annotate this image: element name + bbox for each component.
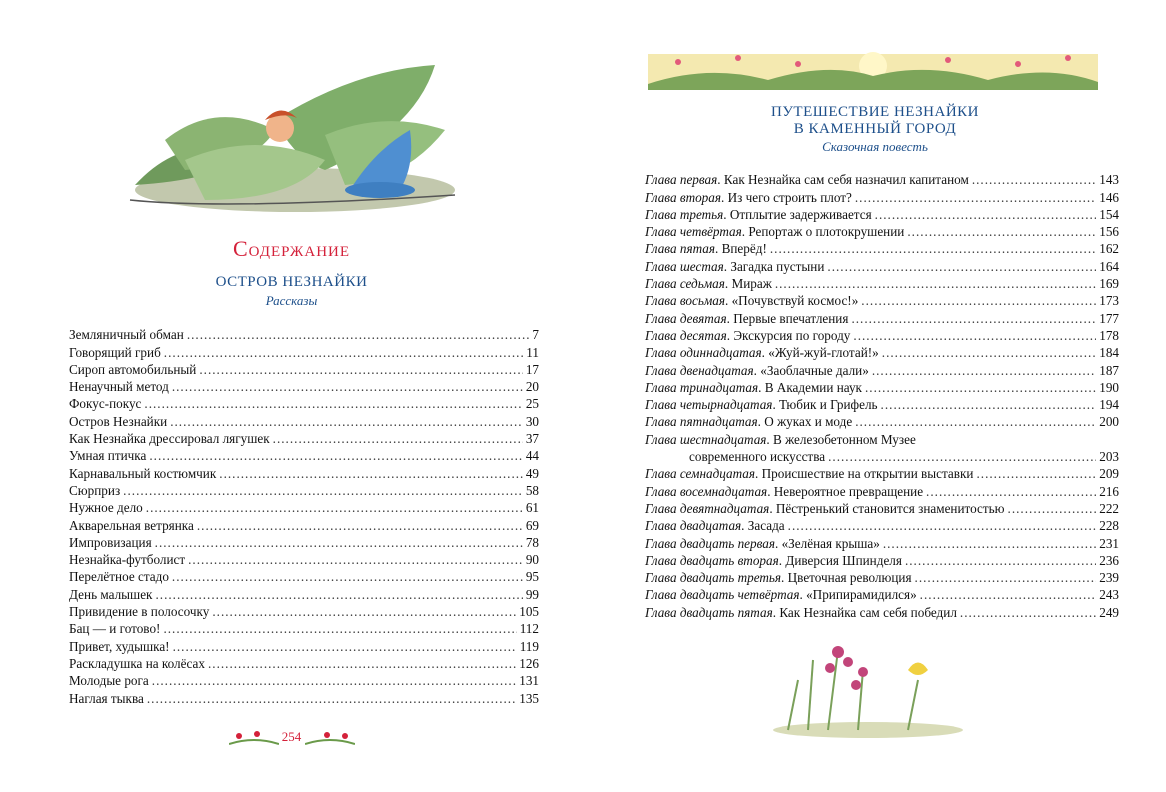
toc-entry [69,447,539,464]
chapter-ordinal: двадцать третья [679,570,782,586]
toc-entry-title: Импровизация [69,534,152,550]
toc-entry-page: 58 [525,482,539,498]
toc-entry-title: «Жуй-жуй-глотай!» [768,345,879,361]
toc-entry [69,430,539,447]
toc-entry-page: 164 [1099,258,1119,274]
toc-entry-page: 222 [1099,500,1119,516]
toc-entry-title: Первые впечатления [733,310,849,326]
dot-leader [188,551,523,568]
toc-entry [645,171,1119,188]
toc-entry-title: Пёстренький становится знаменитостью [775,500,1005,516]
toc-entry [69,326,539,343]
toc-entry-page: 78 [525,534,539,550]
toc-entry-title: Вперёд! [721,241,767,257]
chapter-word: Глава [645,327,677,343]
toc-entry-page: 61 [525,500,539,516]
toc-entry-title-wrap: Глава двадцать первая. «Зелёная крыша» [645,535,880,551]
dot-leader [208,655,516,672]
toc-entry [645,206,1119,223]
toc-entry [69,551,539,568]
leaves-illustration [125,60,475,220]
toc-entry-title-wrap: Глава десятая. Экскурсия по городу [645,327,851,343]
toc-entry-title: Раскладушка на колёсах [69,655,205,671]
toc-entry [645,396,1119,413]
dot-leader [905,552,1096,569]
dot-leader [273,430,523,447]
section-subtitle: Рассказы [265,293,318,308]
chapter-ordinal: пятнадцатая [679,414,758,430]
chapter-word: Глава [645,552,677,568]
toc-entry-page: 112 [519,621,539,637]
chapter-word: Глава [645,224,677,240]
dot-leader [144,395,522,412]
toc-entry-title: Тюбик и Грифель [779,397,878,413]
chapter-ordinal: пятая [679,241,715,257]
toc-entry-title: Умная птичка [69,448,147,464]
toc-entry-title-wrap: Глава седьмая. Мираж [645,276,772,292]
toc-entry-title-wrap: Глава девятнадцатая. Пёстренький становится знаменитостью [645,500,1005,516]
toc-entry-title-wrap: Глава четырнадцатая. Тюбик и Грифель [645,397,878,413]
dot-leader [172,568,523,585]
toc-entry-title: Молодые рога [69,673,149,689]
flowers-butterfly-illustration [768,640,968,740]
toc-entry-page: 209 [1099,466,1119,482]
dot-leader [915,569,1097,586]
toc-entry [69,343,539,360]
toc-entry [645,240,1119,257]
chapter-word: Глава [645,483,677,499]
chapter-word: Глава [645,587,677,603]
dot-leader [851,310,1096,327]
chapter-ordinal: двадцать пятая [679,604,773,620]
toc-entry [69,378,539,395]
toc-entry-page: 173 [1099,293,1119,309]
toc-entry-title-continuation: современного искусства [689,449,826,465]
chapter-word: Глава [645,466,677,482]
dot-leader [155,586,522,603]
toc-entry-page: 162 [1099,241,1119,257]
toc-entry-page: 239 [1099,570,1119,586]
dot-leader [146,499,523,516]
chapter-ordinal: седьмая [679,276,725,292]
dot-leader [882,344,1096,361]
chapter-word: Глава [645,535,677,551]
toc-entry-page: 243 [1099,587,1119,603]
toc-entry-title-wrap: Глава двадцать четвёртая. «Припирамидился» [645,587,917,603]
toc-entry [645,569,1119,586]
toc-entry [645,482,1119,499]
toc-entry [645,275,1119,292]
dot-leader [972,171,1096,188]
flower-icon [305,730,355,746]
toc-entry-title-wrap: Глава шестая. Загадка пустыни [645,258,825,274]
toc-entry [645,309,1119,326]
toc-entry-page: 135 [519,690,539,706]
toc-entry-page: 119 [519,638,539,654]
toc-entry-title: «Припирамидился» [806,587,917,603]
toc-entry-page: 194 [1099,397,1119,413]
toc-entry-title: Наглая тыква [69,690,144,706]
toc-entry-title-wrap: Глава первая. Как Незнайка сам себя назначил капитаном [645,172,969,188]
toc-entry-title-wrap: Глава пятая. Вперёд! [645,241,767,257]
dot-leader [155,534,523,551]
toc-entry-title-wrap: Глава двадцать пятая. Как Незнайка сам себя победил [645,604,957,620]
dot-leader [170,413,523,430]
toc-entry [69,637,539,654]
chapter-ordinal: семнадцатая [679,466,756,482]
toc-entry-title: В Академии наук [764,379,862,395]
dot-leader [881,396,1097,413]
dot-leader [865,379,1096,396]
dot-leader [926,483,1096,500]
dot-leader [828,448,1096,465]
toc-entry-page: 203 [1099,449,1119,465]
toc-entry [69,585,539,602]
toc-entry-title: Как Незнайка сам себя победил [779,604,957,620]
chapter-ordinal: двадцать первая [679,535,775,551]
flower-icon [229,730,279,746]
toc-entry [645,223,1119,240]
dot-leader [770,240,1096,257]
dot-leader [853,327,1096,344]
toc-entry-page: 105 [519,604,539,620]
toc-entry-page: 236 [1099,552,1119,568]
toc-entry [69,534,539,551]
toc-entry-title-wrap: Глава двенадцатая. «Заоблачные дали» [645,362,869,378]
chapter-word: Глава [645,189,677,205]
dot-leader [152,672,516,689]
dot-leader [172,378,523,395]
dot-leader [827,258,1096,275]
chapter-ordinal: двадцатая [679,518,742,534]
toc-entry-page: 249 [1099,604,1119,620]
toc-entry-page: 190 [1099,379,1119,395]
toc-entry-title: «Зелёная крыша» [781,535,880,551]
chapter-word: Глава [645,172,677,188]
dot-leader [960,604,1096,621]
toc-entry-title: Незнайка-футболист [69,552,186,568]
toc-entry [645,430,1119,447]
toc-entry-page: 20 [525,379,539,395]
toc-entry [645,188,1119,205]
toc-entry-title-wrap: Глава девятая. Первые впечатления [645,310,849,326]
chapter-word: Глава [645,397,677,413]
toc-entry [645,327,1119,344]
toc-entry-title-wrap: Глава тринадцатая. В Академии наук [645,379,862,395]
toc-entry [645,552,1119,569]
toc-entry [69,464,539,481]
dot-leader [920,586,1097,603]
chapter-word: Глава [645,414,677,430]
section-subtitle: Сказочная повесть [822,139,928,154]
dot-leader [775,275,1096,292]
toc-entry-page: 154 [1099,206,1119,222]
dot-leader [149,447,522,464]
chapter-word: Глава [645,604,677,620]
toc-entry-page: 187 [1099,362,1119,378]
toc-entry-title: Засада [747,518,785,534]
toc-entry-title-wrap: Глава одиннадцатая. «Жуй-жуй-глотай!» [645,345,879,361]
toc-entry-title-wrap: Глава шестнадцатая. В железобетонном Музее [645,431,916,447]
toc-entry-title: Остров Незнайки [69,413,168,429]
dot-leader [212,603,516,620]
toc-entry [69,361,539,378]
toc-entry [645,379,1119,396]
toc-entry-title-wrap: Глава семнадцатая. Происшествие на открытии выставки [645,466,974,482]
toc-entry-title: День малышек [69,586,153,602]
toc-entry [645,534,1119,551]
chapter-ordinal: шестая [679,258,724,274]
toc-list-right [645,171,1119,621]
toc-entry-title: Как Незнайка дрессировал лягушек [69,431,270,447]
toc-entry [645,344,1119,361]
toc-entry-title: Диверсия Шпинделя [785,552,902,568]
toc-entry [69,689,539,706]
toc-entry [69,672,539,689]
toc-entry-title-wrap: Глава пятнадцатая. О жуках и моде [645,414,853,430]
toc-entry [645,500,1119,517]
chapter-ordinal: шестнадцатая [679,431,767,447]
toc-entry-page: 184 [1099,345,1119,361]
toc-entry-page: 177 [1099,310,1119,326]
chapter-ordinal: восьмая [679,293,725,309]
toc-entry-page: 178 [1099,327,1119,343]
dot-leader [164,344,524,361]
toc-entry-title-wrap: Глава двадцать третья. Цветочная революция [645,570,912,586]
chapter-ordinal: девятая [679,310,727,326]
toc-entry-page: 131 [519,673,539,689]
toc-entry-title: Загадка пустыни [730,258,825,274]
toc-entry [645,257,1119,274]
toc-entry-title: Экскурсия по городу [733,327,851,343]
toc-entry-title: Цветочная революция [787,570,912,586]
toc-entry-title-wrap: Глава четвёртая. Репортаж о плотокрушении [645,224,905,240]
dot-leader [163,620,516,637]
toc-entry [69,603,539,620]
toc-entry-page: 228 [1099,518,1119,534]
toc-entry-page: 90 [525,552,539,568]
toc-entry-page: 11 [526,344,539,360]
toc-entry-title: Сироп автомобильный [69,361,197,377]
toc-entry [69,620,539,637]
section-title-line1: ПУТЕШЕСТВИЕ НЕЗНАЙКИ [770,104,980,120]
toc-entry-title: Происшествие на открытии выставки [761,466,974,482]
toc-entry [69,655,539,672]
dot-leader [976,465,1096,482]
toc-entry-title: Фокус-покус [69,396,142,412]
dot-leader [861,292,1096,309]
section-title-line2: В КАМЕННЫЙ ГОРОД [793,121,957,137]
chapter-word: Глава [645,241,677,257]
dot-leader [855,413,1096,430]
dot-leader [907,223,1096,240]
toc-entry [645,413,1119,430]
toc-entry-page: 200 [1099,414,1119,430]
toc-entry-title-wrap: Глава двадцать вторая. Диверсия Шпинделя [645,552,902,568]
chapter-ordinal: четвёртая [679,224,742,240]
toc-entry [645,603,1119,620]
toc-entry-page: 37 [525,431,539,447]
toc-entry-page: 156 [1099,224,1119,240]
toc-entry-title: Говорящий гриб [69,344,161,360]
dot-leader [219,465,523,482]
toc-entry-page: 30 [525,413,539,429]
toc-entry-title: «Заоблачные дали» [760,362,869,378]
toc-entry-title: Привидение в полосочку [69,604,210,620]
toc-entry-title: Земляничный обман [69,327,184,343]
chapter-ordinal: десятая [679,327,727,343]
toc-entry [69,499,539,516]
toc-entry-page: 44 [525,448,539,464]
toc-entry-page: 25 [525,396,539,412]
toc-entry-title: Как Незнайка сам себя назначил капитаном [723,172,969,188]
contents-title: Содержание [232,236,351,261]
toc-entry-page: 126 [519,655,539,671]
dot-leader [123,482,523,499]
page-number-text: 254 [281,729,302,744]
toc-entry-title: Привет, худышка! [69,638,170,654]
toc-entry-page: 17 [525,361,539,377]
toc-entry [69,568,539,585]
right-page [583,0,1166,792]
meadow-banner-illustration [648,44,1098,90]
chapter-word: Глава [645,310,677,326]
toc-entry-title: В железобетонном Музее [773,431,916,447]
chapter-word: Глава [645,206,677,222]
toc-entry [69,516,539,533]
chapter-word: Глава [645,379,677,395]
dot-leader [173,638,517,655]
toc-entry-title: «Почувствуй космос!» [731,293,859,309]
chapter-word: Глава [645,362,677,378]
dot-leader [147,690,516,707]
toc-entry [645,465,1119,482]
toc-entry-title: Нужное дело [69,500,143,516]
chapter-word: Глава [645,570,677,586]
dot-leader [872,362,1096,379]
toc-entry-title: Перелётное стадо [69,569,169,585]
chapter-word: Глава [645,431,677,447]
toc-list-left [69,326,539,707]
chapter-ordinal: третья [679,206,724,222]
toc-entry-title: Бац — и готово! [69,621,161,637]
toc-entry-title: Ненаучный метод [69,379,169,395]
chapter-word: Глава [645,518,677,534]
toc-entry-page: 143 [1099,172,1119,188]
toc-entry-page: 69 [525,517,539,533]
toc-entry-page: 231 [1099,535,1119,551]
page-number [0,729,583,746]
toc-entry-page: 146 [1099,189,1119,205]
toc-entry-title-wrap: Глава восьмая. «Почувствуй космос!» [645,293,859,309]
toc-entry [645,586,1119,603]
toc-entry [645,292,1119,309]
toc-entry-title-wrap: Глава двадцатая. Засада [645,518,785,534]
chapter-word: Глава [645,293,677,309]
chapter-word: Глава [645,345,677,361]
toc-entry-title: Из чего строить плот? [727,189,852,205]
toc-entry [645,517,1119,534]
toc-entry-title: Репортаж о плотокрушении [748,224,905,240]
chapter-ordinal: девятнадцатая [679,500,770,516]
dot-leader [883,535,1096,552]
dot-leader [197,517,523,534]
chapter-ordinal: двадцать четвёртая [679,587,800,603]
dot-leader [855,189,1096,206]
toc-entry-page: 95 [525,569,539,585]
chapter-word: Глава [645,500,677,516]
toc-entry-continuation [645,448,1119,465]
toc-entry-page: 169 [1099,276,1119,292]
chapter-ordinal: восемнадцатая [679,483,768,499]
toc-entry [69,482,539,499]
chapter-word: Глава [645,276,677,292]
chapter-ordinal: тринадцатая [679,379,759,395]
dot-leader [1008,500,1097,517]
dot-leader [187,326,530,343]
chapter-ordinal: первая [679,172,718,188]
dot-leader [199,361,522,378]
dot-leader [875,206,1097,223]
chapter-ordinal: одиннадцатая [679,345,762,361]
toc-entry-title: О жуках и моде [764,414,853,430]
toc-entry-title: Акварельная ветрянка [69,517,194,533]
toc-entry-title: Карнавальный костюмчик [69,465,217,481]
chapter-ordinal: четырнадцатая [679,397,773,413]
toc-entry-title-wrap: Глава восемнадцатая. Невероятное превращение [645,483,924,499]
toc-entry [69,412,539,429]
chapter-ordinal: двенадцатая [679,362,754,378]
toc-entry-page: 49 [525,465,539,481]
toc-entry-title: Невероятное превращение [773,483,924,499]
chapter-word: Глава [645,258,677,274]
dot-leader [788,517,1097,534]
toc-entry-page: 216 [1099,483,1119,499]
toc-entry-title: Отплытие задерживается [729,206,872,222]
chapter-ordinal: двадцать вторая [679,552,779,568]
toc-entry-title-wrap: Глава третья. Отплытие задерживается [645,206,872,222]
toc-entry-title: Сюрприз [69,482,121,498]
toc-entry-page: 7 [532,327,539,343]
toc-entry [645,361,1119,378]
toc-entry-title: Мираж [731,276,772,292]
chapter-ordinal: вторая [679,189,722,205]
toc-entry-page: 99 [525,586,539,602]
toc-entry [69,395,539,412]
section-title: ОСТРОВ НЕЗНАЙКИ [215,274,368,290]
toc-entry-title-wrap: Глава вторая. Из чего строить плот? [645,189,852,205]
